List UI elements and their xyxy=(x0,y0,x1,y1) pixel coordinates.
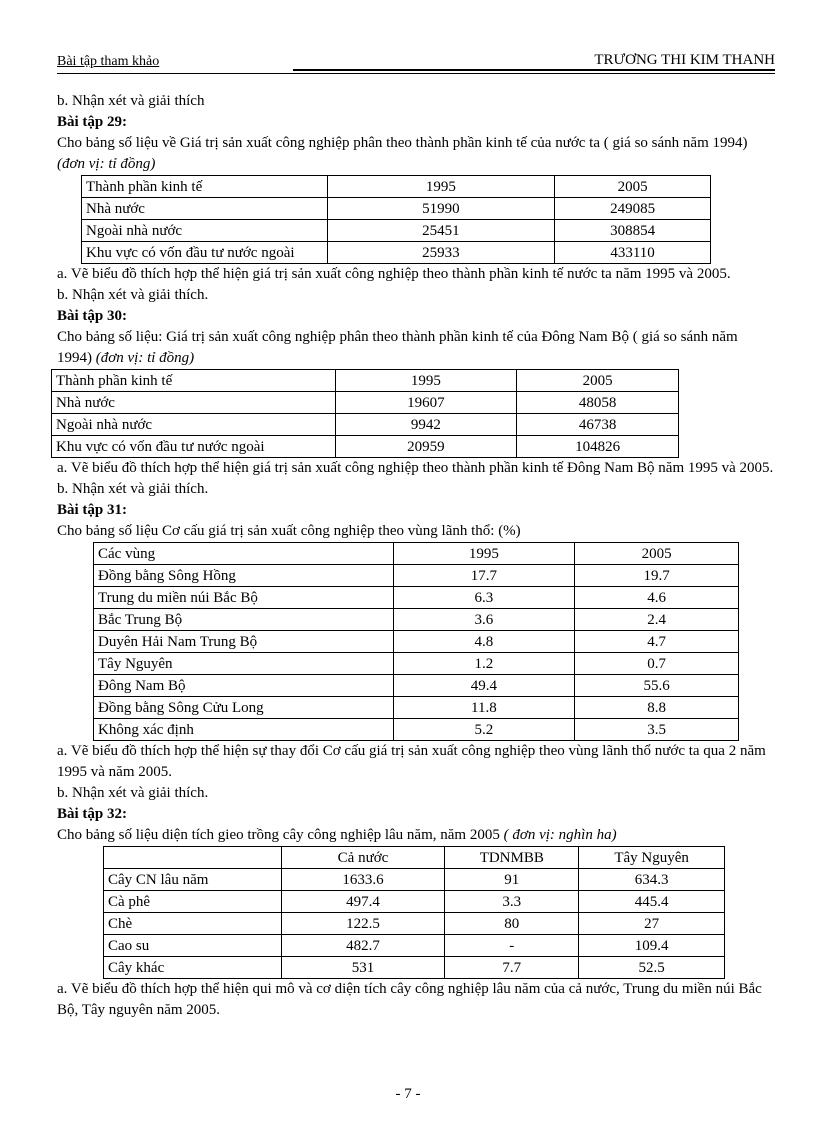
table-header-cell: Thành phần kinh tế xyxy=(82,176,328,198)
table-cell: 1633.6 xyxy=(281,869,445,891)
table-cell: 0.7 xyxy=(575,653,739,675)
table-cell: 25933 xyxy=(327,242,555,264)
table-cell: Đông Nam Bộ xyxy=(94,675,394,697)
ex32-table xyxy=(103,846,725,979)
table-cell: 308854 xyxy=(555,220,711,242)
table-cell: 5.2 xyxy=(393,719,575,741)
table-cell: 1.2 xyxy=(393,653,575,675)
table-cell: 3.6 xyxy=(393,609,575,631)
table-cell: 122.5 xyxy=(281,913,445,935)
table-header-cell: TDNMBB xyxy=(445,847,579,869)
ex32-unit: ( đơn vị: nghìn ha) xyxy=(503,827,617,843)
table-cell: 9942 xyxy=(335,414,517,436)
table-cell: 6.3 xyxy=(393,587,575,609)
table-cell: Cây khác xyxy=(104,957,282,979)
table-cell: 497.4 xyxy=(281,891,445,913)
table-cell: 445.4 xyxy=(579,891,725,913)
table-cell: - xyxy=(445,935,579,957)
table-row xyxy=(104,957,725,979)
table-cell: 4.6 xyxy=(575,587,739,609)
table-cell: 4.8 xyxy=(393,631,575,653)
table-cell: Chè xyxy=(104,913,282,935)
table-header-cell: Thành phần kinh tế xyxy=(52,370,336,392)
table-row xyxy=(94,609,739,631)
table-header-cell: 2005 xyxy=(555,176,711,198)
ex29-task-a: a. Vẽ biểu đồ thích hợp thể hiện giá trị sản xuất công nghiệp theo thành phần kinh tế nước ta năm 1995 và 2005. xyxy=(57,266,731,282)
table-cell: 7.7 xyxy=(445,957,579,979)
table-header-row xyxy=(52,370,679,392)
ex31-table xyxy=(93,542,739,741)
table-cell: Nhà nước xyxy=(82,198,328,220)
table-header-cell: Tây Nguyên xyxy=(579,847,725,869)
table-row xyxy=(82,242,711,264)
table-cell: 17.7 xyxy=(393,565,575,587)
ex29-unit: (đơn vị: tỉ đồng) xyxy=(57,156,156,172)
table-header-row xyxy=(94,543,739,565)
table-cell: Không xác định xyxy=(94,719,394,741)
table-cell: 109.4 xyxy=(579,935,725,957)
table-cell: 52.5 xyxy=(579,957,725,979)
header-author: TRƯƠNG THI KIM THANH xyxy=(594,52,775,68)
table-cell: Trung du miền núi Bắc Bộ xyxy=(94,587,394,609)
ex29-table xyxy=(81,175,711,264)
table-row xyxy=(94,565,739,587)
table-row xyxy=(94,697,739,719)
intro-text: b. Nhận xét và giải thích xyxy=(57,93,205,109)
table-row xyxy=(94,587,739,609)
table-cell: Cây CN lâu năm xyxy=(104,869,282,891)
table-cell: 20959 xyxy=(335,436,517,458)
ex31-title: Bài tập 31: xyxy=(57,502,128,518)
table-cell: 482.7 xyxy=(281,935,445,957)
page-header xyxy=(57,52,775,72)
ex30-text xyxy=(57,327,775,369)
ex32-task-a: a. Vẽ biểu đồ thích hợp thể hiện qui mô và cơ diện tích cây công nghiệp lâu năm của cả nước, Trung du miền núi Bắc Bộ, Tây nguyên năm 2005. xyxy=(57,981,762,1018)
table-cell: Nhà nước xyxy=(52,392,336,414)
table-cell: 249085 xyxy=(555,198,711,220)
table-cell: 51990 xyxy=(327,198,555,220)
table-cell: 433110 xyxy=(555,242,711,264)
table-header-cell: Cả nước xyxy=(281,847,445,869)
ex30-task-b: b. Nhận xét và giải thích. xyxy=(57,481,209,497)
table-header-cell xyxy=(104,847,282,869)
table-cell: 2.4 xyxy=(575,609,739,631)
table-header-cell: 2005 xyxy=(575,543,739,565)
table-cell: Cao su xyxy=(104,935,282,957)
ex32-text-body: Cho bảng số liệu diện tích gieo trồng cây công nghiệp lâu năm, năm 2005 xyxy=(57,827,504,843)
table-header-cell: 2005 xyxy=(517,370,679,392)
table-cell: 25451 xyxy=(327,220,555,242)
table-row xyxy=(94,675,739,697)
table-cell: 4.7 xyxy=(575,631,739,653)
table-cell: 48058 xyxy=(517,392,679,414)
table-row xyxy=(94,653,739,675)
table-cell: Cà phê xyxy=(104,891,282,913)
table-cell: 91 xyxy=(445,869,579,891)
table-cell: 634.3 xyxy=(579,869,725,891)
header-rule xyxy=(293,69,775,71)
table-cell: Ngoài nhà nước xyxy=(82,220,328,242)
table-row xyxy=(94,719,739,741)
table-row xyxy=(82,198,711,220)
table-cell: Ngoài nhà nước xyxy=(52,414,336,436)
ex31-text: Cho bảng số liệu Cơ cấu giá trị sản xuất công nghiệp theo vùng lãnh thổ: (%) xyxy=(57,523,521,539)
table-row xyxy=(82,220,711,242)
table-row xyxy=(94,631,739,653)
ex32-text xyxy=(57,825,775,846)
header-rule-thin xyxy=(57,73,775,74)
table-row xyxy=(52,436,679,458)
table-header-cell: 1995 xyxy=(393,543,575,565)
table-cell: 27 xyxy=(579,913,725,935)
table-header-cell: Các vùng xyxy=(94,543,394,565)
table-cell: 11.8 xyxy=(393,697,575,719)
ex30-unit: (đơn vị: tỉ đồng) xyxy=(95,350,195,366)
table-cell: 8.8 xyxy=(575,697,739,719)
table-cell: 104826 xyxy=(517,436,679,458)
document-body xyxy=(57,91,775,1021)
page-number: - 7 - xyxy=(395,1086,421,1102)
table-header-cell: 1995 xyxy=(327,176,555,198)
table-cell: Duyên Hải Nam Trung Bộ xyxy=(94,631,394,653)
ex31-task-b: b. Nhận xét và giải thích. xyxy=(57,785,209,801)
table-cell: Đồng bằng Sông Cửu Long xyxy=(94,697,394,719)
table-cell: Đồng bằng Sông Hồng xyxy=(94,565,394,587)
ex29-task-b: b. Nhận xét và giải thích. xyxy=(57,287,209,303)
table-cell: 80 xyxy=(445,913,579,935)
ex30-table xyxy=(51,369,679,458)
table-cell: Khu vực có vốn đầu tư nước ngoài xyxy=(82,242,328,264)
ex32-title: Bài tập 32: xyxy=(57,806,128,822)
table-cell: 49.4 xyxy=(393,675,575,697)
table-header-row xyxy=(104,847,725,869)
header-left-text: Bài tập tham khảo xyxy=(57,54,160,69)
table-cell: Bắc Trung Bộ xyxy=(94,609,394,631)
ex30-task-a: a. Vẽ biểu đồ thích hợp thể hiện giá trị sản xuất công nghiệp theo thành phần kinh tế Đông Nam Bộ năm 1995 và 2005. xyxy=(57,460,774,476)
ex29-text-body: Cho bảng số liệu về Giá trị sản xuất công nghiệp phân theo thành phần kinh tế của nước ta ( giá so sánh năm 1994) xyxy=(57,135,748,151)
table-header-row xyxy=(82,176,711,198)
table-cell: 3.5 xyxy=(575,719,739,741)
table-row xyxy=(104,869,725,891)
table-header-cell: 1995 xyxy=(335,370,517,392)
ex30-text-body: Cho bảng số liệu: Giá trị sản xuất công nghiệp phân theo thành phần kinh tế của Đông Nam Bộ ( giá so sánh năm 1994) xyxy=(57,329,738,366)
table-row xyxy=(52,414,679,436)
ex30-title: Bài tập 30: xyxy=(57,308,128,324)
ex31-task-a: a. Vẽ biểu đồ thích hợp thể hiện sự thay đổi Cơ cấu giá trị sản xuất công nghiệp theo vùng lãnh thổ nước ta qua 2 năm 1995 và năm 2005. xyxy=(57,743,766,780)
table-cell: 55.6 xyxy=(575,675,739,697)
table-cell: 19607 xyxy=(335,392,517,414)
table-row xyxy=(52,392,679,414)
table-cell: 531 xyxy=(281,957,445,979)
table-cell: 3.3 xyxy=(445,891,579,913)
ex29-text xyxy=(57,133,775,175)
table-cell: Khu vực có vốn đầu tư nước ngoài xyxy=(52,436,336,458)
table-cell: 46738 xyxy=(517,414,679,436)
table-row xyxy=(104,891,725,913)
table-row xyxy=(104,935,725,957)
table-row xyxy=(104,913,725,935)
table-cell: Tây Nguyên xyxy=(94,653,394,675)
ex29-title: Bài tập 29: xyxy=(57,114,128,130)
table-cell: 19.7 xyxy=(575,565,739,587)
